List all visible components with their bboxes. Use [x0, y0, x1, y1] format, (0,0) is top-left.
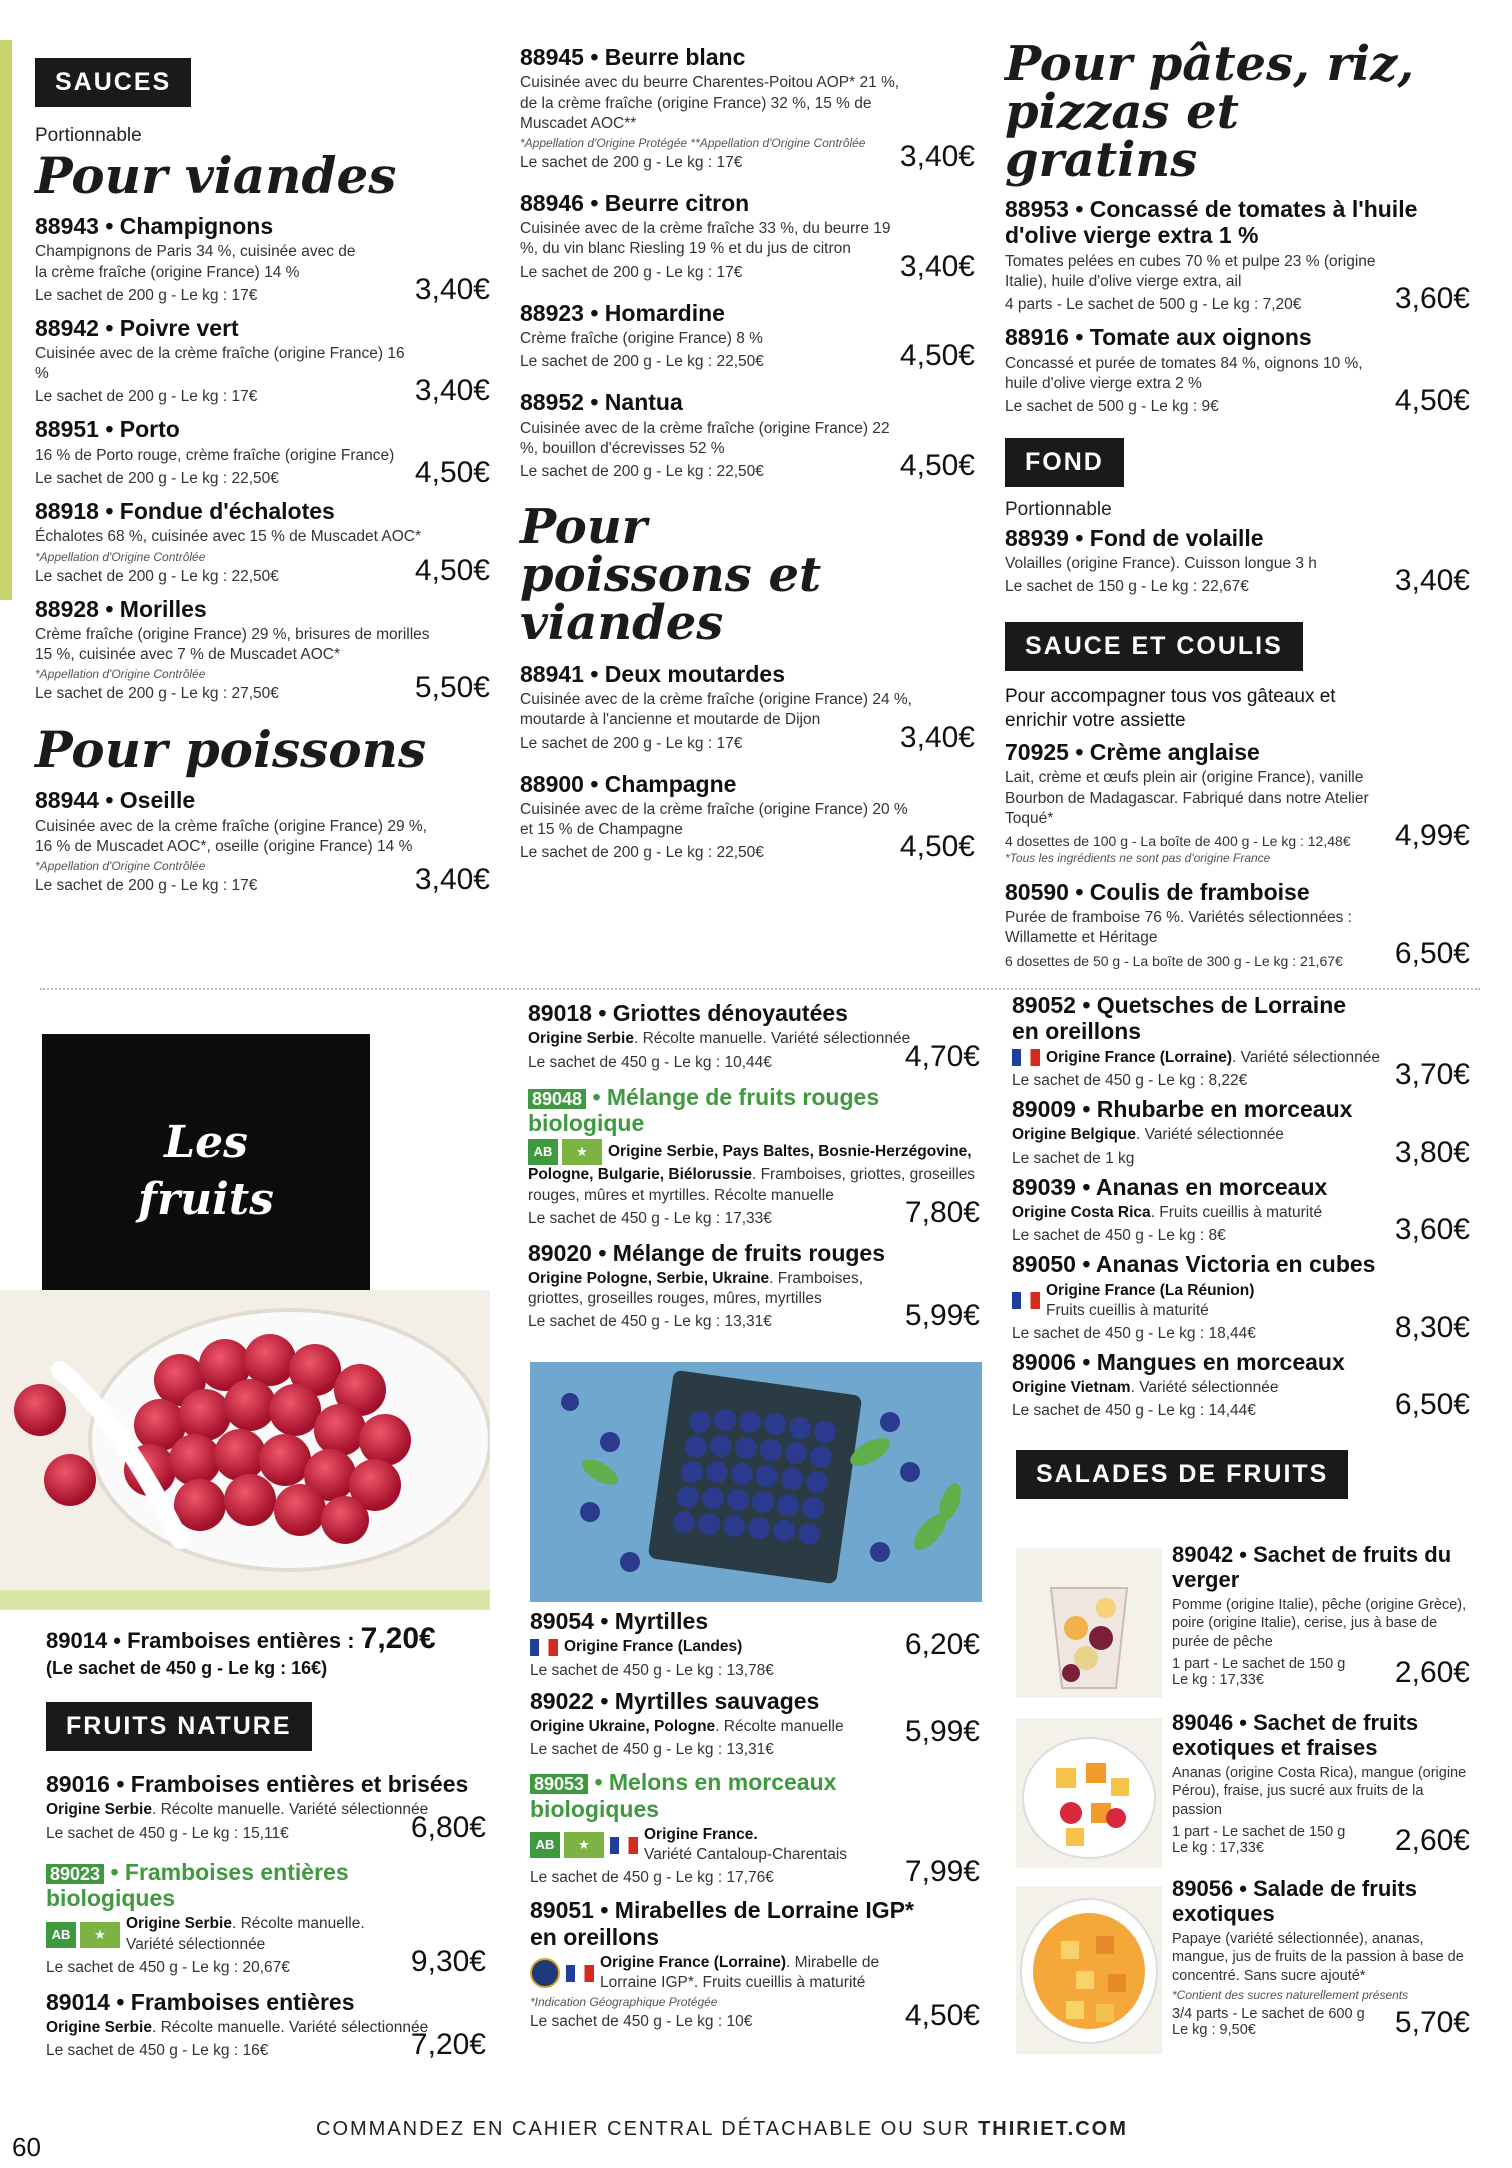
- footer-order-note: [316, 2118, 1128, 2141]
- french-flag-icon: [610, 1837, 638, 1854]
- product-griottes[interactable]: [528, 1000, 980, 1072]
- eu-bio-logo-icon: ★: [562, 1139, 602, 1165]
- product-note: *Appellation d'Origine Contrôlée: [35, 859, 206, 874]
- product-price: 5,99€: [904, 1299, 980, 1333]
- product-name: • Melons en morceaux biologiques: [530, 1769, 837, 1822]
- product-pack: Le sachet de 200 g - Le kg : 17€: [35, 877, 258, 895]
- product-price-per-kg: Le kg : 9,50€: [1172, 2022, 1256, 2039]
- column-fruits-middle-2: [530, 1608, 980, 2031]
- product-price: 4,50€: [899, 830, 975, 864]
- heading-pour-viandes: Pour viandes: [35, 146, 397, 205]
- product-pack: Le sachet de 450 g - Le kg : 10€: [530, 2013, 753, 2031]
- product-pack: Le sachet de 450 g - Le kg : 10,44€: [528, 1053, 772, 1071]
- product-pack: Le sachet de 200 g - Le kg : 22,50€: [520, 462, 764, 480]
- product-morilles[interactable]: [35, 596, 490, 704]
- product-price: 9,30€: [410, 1944, 486, 1978]
- product-origin: Origine Serbie, Pays Baltes, Bosnie-Herzégovine, Pologne, Bulgarie, Biélorussie: [528, 1143, 972, 1184]
- exotic-fruits-photo: [1016, 1718, 1162, 1868]
- product-price: 5,70€: [1394, 2006, 1470, 2040]
- product-price: 5,50€: [414, 671, 490, 705]
- french-flag-icon: [1012, 1049, 1040, 1066]
- product-name: 88943 • Champignons: [35, 213, 274, 239]
- column-sauces-right: [1005, 36, 1470, 970]
- ab-logo-icon: AB: [46, 1922, 76, 1948]
- product-pack: 1 part - Le sachet de 150 g: [1172, 1656, 1346, 1673]
- product-pack: Le sachet de 450 g - Le kg : 20,67€: [46, 1958, 290, 1976]
- product-price: 3,40€: [899, 249, 975, 283]
- product-name: 88916 • Tomate aux oignons: [1005, 324, 1312, 351]
- heading-pour-poissons: Pour poissons: [35, 720, 427, 780]
- product-framboises-bio[interactable]: [46, 1859, 486, 1977]
- raspberries-photo: [0, 1290, 490, 1610]
- product-verger[interactable]: [1172, 1542, 1470, 1688]
- column-sauces-middle: [520, 44, 975, 862]
- product-price: 3,60€: [1394, 1213, 1470, 1247]
- promo-framboises[interactable]: [46, 1622, 476, 1679]
- product-desc: . Récolte manuelle: [715, 1718, 844, 1736]
- page-number: 60: [12, 2132, 41, 2162]
- product-pack: Le sachet de 200 g - Le kg : 22,50€: [35, 470, 279, 488]
- product-desc: Cuisinée avec de la crème fraîche (origine France) 24 %, moutarde à l'ancienne et moutarde de Dijon: [520, 691, 912, 729]
- product-pack: Le sachet de 450 g - Le kg : 13,78€: [530, 1661, 774, 1679]
- product-name: 88918 • Fondue d'échalotes: [35, 498, 335, 525]
- product-price: 4,70€: [904, 1039, 980, 1073]
- product-code: 89053: [530, 1774, 588, 1794]
- product-desc: . Variété sélectionnée: [1232, 1048, 1380, 1066]
- product-desc: . Récolte manuelle. Variété sélectionnée: [151, 2019, 429, 2037]
- product-name: 89039 • Ananas en morceaux: [1012, 1173, 1328, 1200]
- product-framboises-entieres[interactable]: [46, 1989, 486, 2061]
- french-flag-icon: [566, 1965, 594, 1982]
- product-pack: Le sachet de 200 g - Le kg : 17€: [520, 734, 743, 752]
- product-price: 7,99€: [904, 1855, 980, 1889]
- product-pack: Le sachet de 450 g - Le kg : 17,33€: [528, 1209, 772, 1227]
- product-origin: Origine France.: [644, 1826, 758, 1844]
- product-name: 89020 • Mélange de fruits rouges: [528, 1239, 886, 1266]
- product-melange[interactable]: [528, 1240, 980, 1332]
- product-price-per-kg: Le kg : 17,33€: [1172, 1840, 1264, 1857]
- product-pack: Le sachet de 450 g - Le kg : 16€: [46, 2042, 269, 2060]
- product-desc: Cuisinée avec du beurre Charentes-Poitou AOP* 21 %, de la crème fraîche (origine France) 32 %, 15 % de Muscadet AOC**: [520, 74, 900, 132]
- product-origin: Origine Pologne, Serbie, Ukraine: [528, 1270, 770, 1288]
- product-name: 88942 • Poivre vert: [35, 314, 239, 341]
- product-price: 3,60€: [1394, 282, 1470, 316]
- product-desc: Volailles (origine France). Cuisson longue 3 h: [1005, 555, 1317, 573]
- product-name: 89051 • Mirabelles de Lorraine IGP* en oreillons: [530, 1897, 914, 1950]
- product-origin: Origine France (Lorraine): [1046, 1048, 1233, 1066]
- product-price: 3,40€: [414, 272, 490, 306]
- product-name: • Mélange de fruits rouges biologique: [528, 1083, 880, 1137]
- product-framboises-brisees[interactable]: [46, 1771, 486, 1843]
- product-desc: Concassé et purée de tomates 84 %, oignons 10 %, huile d'olive vierge extra 2 %: [1005, 354, 1363, 392]
- product-name: 88946 • Beurre citron: [520, 189, 750, 216]
- product-mangues[interactable]: [1012, 1349, 1470, 1421]
- les-fruits-title: Les fruits: [138, 1117, 274, 1226]
- product-desc: Tomates pelées en cubes 70 % et pulpe 23 % (origine Italie), huile d'olive vierge extra, ail: [1005, 252, 1376, 291]
- product-desc: Crème fraîche (origine France) 29 %, brisures de morilles 15 %, cuisinée avec 7 % de Muscadet AOC*: [35, 626, 430, 664]
- portionnable-label: Portionnable: [1005, 498, 1112, 520]
- product-desc: Ananas (origine Costa Rica), mangue (origine Pérou), fraise, jus sucré aux fruits de la passion: [1172, 1764, 1467, 1819]
- section-header-fruits-nature: FRUITS NATURE: [46, 1702, 312, 1751]
- product-tomate-oignons[interactable]: [1005, 324, 1470, 416]
- product-pack: Le sachet de 450 g - Le kg : 8€: [1012, 1227, 1226, 1245]
- heading-pour-pates: Pour pâtes, riz, pizzas et gratins: [1005, 36, 1415, 188]
- product-desc: Fruits cueillis à maturité: [1046, 1301, 1209, 1319]
- product-name: 89018 • Griottes dénoyautées: [528, 1000, 848, 1026]
- product-desc: Échalotes 68 %, cuisinée avec 15 % de Muscadet AOC*: [35, 528, 421, 546]
- section-header-coulis: SAUCE ET COULIS: [1005, 622, 1303, 671]
- les-fruits-panel: [42, 1034, 370, 1291]
- product-pack: Le sachet de 450 g - Le kg : 13,31€: [528, 1313, 772, 1331]
- product-name: 88923 • Homardine: [520, 299, 725, 326]
- product-melons-bio[interactable]: [530, 1769, 980, 1887]
- ab-logo-icon: AB: [528, 1139, 558, 1165]
- product-name: 89050 • Ananas Victoria en cubes: [1012, 1251, 1376, 1278]
- ab-logo-icon: AB: [530, 1832, 560, 1858]
- product-myrtilles-sauvages[interactable]: [530, 1688, 980, 1760]
- product-desc: Variété Cantaloup-Charentais: [644, 1846, 848, 1864]
- accent-strip: [0, 40, 12, 600]
- product-homardine[interactable]: [520, 300, 975, 372]
- product-pack: 3/4 parts - Le sachet de 600 g: [1172, 2006, 1365, 2023]
- section-header-sauces: SAUCES: [35, 58, 191, 107]
- product-desc: Lait, crème et œufs plein air (origine France), vanille Bourbon de Madagascar. Fabriqué dans notre Atelier Toqué*: [1005, 769, 1369, 827]
- product-pack: Le sachet de 200 g - Le kg : 22,50€: [520, 353, 764, 371]
- product-desc: . Variété sélectionnée: [1130, 1379, 1279, 1397]
- product-name: 89042 • Sachet de fruits du verger: [1172, 1542, 1452, 1593]
- product-name: 89016 • Framboises entières et brisées: [46, 1771, 469, 1797]
- product-beurre-citron[interactable]: [520, 190, 975, 282]
- french-flag-icon: [1012, 1292, 1040, 1309]
- product-pack: Le sachet de 200 g - Le kg : 17€: [520, 263, 743, 281]
- column-fruits-right: [1012, 992, 1470, 1499]
- product-desc: . Récolte manuelle. Variété sélectionnée: [633, 1030, 911, 1048]
- product-deux-moutardes[interactable]: [520, 661, 975, 753]
- product-name: 89054 • Myrtilles: [530, 1608, 709, 1634]
- product-price: 4,50€: [414, 553, 490, 587]
- product-echalotes[interactable]: [35, 498, 490, 586]
- product-exotiques-fraises[interactable]: [1172, 1710, 1470, 1856]
- product-name: 88953 • Concassé de tomates à l'huile d'olive vierge extra 1 %: [1005, 196, 1418, 249]
- product-origin: Origine Ukraine, Pologne: [530, 1718, 716, 1736]
- product-pack: 4 dosettes de 100 g - La boîte de 400 g - Le kg : 12,48€: [1005, 832, 1351, 849]
- product-desc: Cuisinée avec de la crème fraîche (origine France) 22 %, bouillon d'écrevisses 52 %: [520, 419, 890, 457]
- product-origin: Origine Belgique: [1012, 1126, 1137, 1144]
- product-price: 2,60€: [1394, 1656, 1470, 1690]
- product-concasse[interactable]: [1005, 196, 1470, 314]
- product-price: 3,40€: [414, 863, 490, 897]
- product-pack: Le sachet de 200 g - Le kg : 17€: [35, 388, 258, 406]
- product-creme-anglaise[interactable]: [1005, 739, 1470, 865]
- product-salade-exotique[interactable]: [1172, 1876, 1470, 2038]
- product-name: 88900 • Champagne: [520, 770, 737, 797]
- product-desc: . Variété sélectionnée: [1136, 1126, 1284, 1144]
- product-note: *Tous les ingrédients ne sont pas d'origine France: [1005, 850, 1271, 865]
- product-pack: 6 dosettes de 50 g - La boîte de 300 g - Le kg : 21,67€: [1005, 952, 1343, 969]
- product-rhubarbe[interactable]: [1012, 1096, 1470, 1168]
- product-desc: . Récolte manuelle. Variété sélectionnée: [126, 1915, 365, 1953]
- product-name: 89006 • Mangues en morceaux: [1012, 1348, 1345, 1375]
- product-pack: Le sachet de 450 g - Le kg : 14,44€: [1012, 1402, 1256, 1420]
- product-origin: Origine France (Lorraine): [600, 1954, 787, 1972]
- product-pack: Le sachet de 200 g - Le kg : 17€: [520, 153, 743, 171]
- product-name: 88941 • Deux moutardes: [520, 660, 786, 687]
- product-price: 3,40€: [1394, 564, 1470, 598]
- product-price: 8,30€: [1394, 1310, 1470, 1344]
- product-origin: Origine Serbie: [528, 1030, 634, 1048]
- product-price: 4,50€: [899, 339, 975, 373]
- product-note: *Appellation d'Origine Protégée **Appellation d'Origine Contrôlée: [520, 135, 866, 150]
- product-poivre-vert[interactable]: [35, 315, 490, 407]
- product-pack: Le sachet de 200 g - Le kg : 17€: [35, 286, 258, 304]
- heading-pour-poissons-viandes: Pour poissons et viandes: [520, 498, 822, 651]
- product-price: 6,80€: [410, 1810, 486, 1844]
- product-price: 3,80€: [1394, 1135, 1470, 1169]
- product-name: 89052 • Quetsches de Lorraine en oreillons: [1012, 992, 1347, 1045]
- product-desc: . Fruits cueillis à maturité: [1150, 1204, 1323, 1222]
- product-origin: Origine France (La Réunion): [1046, 1281, 1255, 1299]
- product-price: 6,50€: [1394, 1388, 1470, 1422]
- product-price: 5,99€: [904, 1715, 980, 1749]
- product-ananas[interactable]: [1012, 1174, 1470, 1246]
- section-header-fond: FOND: [1005, 438, 1124, 487]
- section-divider: [40, 988, 1480, 990]
- verger-fruits-photo: [1016, 1548, 1162, 1698]
- column-fruits-left: [46, 1702, 486, 2060]
- product-origin: Origine Vietnam: [1012, 1379, 1131, 1397]
- eu-bio-logo-icon: ★: [80, 1922, 120, 1948]
- product-melange-bio[interactable]: [528, 1084, 980, 1228]
- product-name: 88939 • Fond de volaille: [1005, 524, 1264, 551]
- product-name: 89046 • Sachet de fruits exotiques et fraises: [1172, 1710, 1419, 1761]
- product-desc: Papaye (variété sélectionnée), ananas, mangue, jus de fruits de la passion à base de concentré. Sans sucre ajouté*: [1172, 1930, 1464, 1985]
- product-note: *Appellation d'Origine Contrôlée: [35, 549, 206, 564]
- product-desc: Purée de framboise 76 %. Variétés sélectionnées : Willamette et Héritage: [1005, 909, 1352, 947]
- product-desc: . Framboises, griottes, groseilles rouges, mûres, myrtilles: [528, 1270, 864, 1308]
- product-quetsches[interactable]: [1012, 992, 1470, 1090]
- product-price: 6,50€: [1394, 936, 1470, 970]
- product-desc: Champignons de Paris 34 %, cuisinée avec de la crème fraîche (origine France) 14 %: [35, 243, 356, 281]
- product-desc: Cuisinée avec de la crème fraîche (origine France) 29 %, 16 % de Muscadet AOC*, oseille (origine France) 14 %: [35, 817, 427, 855]
- product-name: 88928 • Morilles: [35, 595, 207, 622]
- promo-line: 89014 • Framboises entières :: [46, 1628, 361, 1653]
- product-price: 4,50€: [414, 456, 490, 490]
- igp-seal-icon: [530, 1958, 560, 1988]
- product-myrtilles[interactable]: [530, 1608, 980, 1680]
- product-origin: Origine Costa Rica: [1012, 1204, 1151, 1222]
- product-pack: Le sachet de 200 g - Le kg : 22,50€: [520, 844, 764, 862]
- product-note: *Indication Géographique Protégée: [530, 1995, 718, 2010]
- product-pack: 1 part - Le sachet de 150 g: [1172, 1824, 1346, 1841]
- product-price: 3,40€: [899, 720, 975, 754]
- product-champignons[interactable]: [35, 213, 490, 305]
- product-price: 4,50€: [1394, 383, 1470, 417]
- product-price: 7,20€: [410, 2028, 486, 2062]
- product-name: 88945 • Beurre blanc: [520, 44, 746, 70]
- product-mirabelles[interactable]: [530, 1897, 980, 2031]
- product-price: 3,40€: [414, 374, 490, 408]
- product-name: 88951 • Porto: [35, 416, 180, 443]
- product-porto[interactable]: [35, 416, 490, 488]
- product-origin: Origine Serbie: [126, 1915, 232, 1933]
- product-price: 3,40€: [899, 139, 975, 173]
- product-name: • Framboises entières biologiques: [46, 1858, 349, 1912]
- footer-link[interactable]: THIRIET.COM: [978, 2118, 1128, 2140]
- product-pack: Le sachet de 200 g - Le kg : 22,50€: [35, 567, 279, 585]
- product-note: *Contient des sucres naturellement présents: [1172, 1988, 1409, 2003]
- product-oseille[interactable]: [35, 787, 490, 895]
- product-desc: . Mirabelle de Lorraine IGP*. Fruits cueillis à maturité: [600, 1954, 880, 1992]
- promo-price: 7,20€: [360, 1622, 436, 1655]
- product-desc: Crème fraîche (origine France) 8 %: [520, 330, 763, 348]
- product-name: 89056 • Salade de fruits exotiques: [1172, 1876, 1417, 1927]
- eu-bio-logo-icon: ★: [564, 1832, 604, 1858]
- product-name: 88944 • Oseille: [35, 787, 196, 814]
- coulis-intro: Pour accompagner tous vos gâteaux et enrichir votre assiette: [1005, 686, 1336, 732]
- product-price-per-kg: Le kg : 17,33€: [1172, 1672, 1264, 1689]
- french-flag-icon: [530, 1639, 558, 1656]
- portionnable-label: Portionnable: [35, 125, 142, 146]
- column-fruits-middle: [528, 1000, 980, 1331]
- product-desc: . Framboises, griottes, groseilles rouges, mûres et myrtilles. Récolte manuelle: [528, 1166, 976, 1204]
- product-price: 7,80€: [904, 1195, 980, 1229]
- product-pack: Le sachet de 450 g - Le kg : 15,11€: [46, 1824, 289, 1842]
- product-ananas-victoria[interactable]: [1012, 1251, 1470, 1343]
- product-pack: Le sachet de 450 g - Le kg : 17,76€: [530, 1869, 774, 1887]
- product-price: 4,50€: [904, 1999, 980, 2033]
- product-price: 4,50€: [899, 448, 975, 482]
- product-desc: . Récolte manuelle. Variété sélectionnée: [151, 1801, 429, 1819]
- product-desc: Pomme (origine Italie), pêche (origine Grèce), poire (origine Italie), cerise, jus à base de purée de pêche: [1172, 1596, 1467, 1651]
- product-pack: Le sachet de 500 g - Le kg : 9€: [1005, 397, 1219, 415]
- product-coulis-framboise[interactable]: [1005, 879, 1470, 969]
- fruit-salad-photo: [1016, 1886, 1162, 2054]
- blueberries-photo: [530, 1362, 982, 1602]
- product-name: 80590 • Coulis de framboise: [1005, 878, 1310, 905]
- product-price: 3,70€: [1394, 1058, 1470, 1092]
- product-price: 4,99€: [1394, 818, 1470, 852]
- product-name: 70925 • Crème anglaise: [1005, 738, 1260, 765]
- product-pack: Le sachet de 450 g - Le kg : 8,22€: [1012, 1072, 1248, 1090]
- column-sauces-left: [35, 58, 490, 895]
- product-pack: Le sachet de 450 g - Le kg : 18,44€: [1012, 1324, 1256, 1342]
- product-champagne[interactable]: [520, 771, 975, 863]
- product-code: 89023: [46, 1864, 104, 1884]
- section-header-salades: SALADES DE FRUITS: [1016, 1450, 1348, 1499]
- product-origin: Origine Serbie: [46, 1801, 152, 1819]
- product-price: 2,60€: [1394, 1824, 1470, 1858]
- product-nantua[interactable]: [520, 389, 975, 481]
- product-name: 89014 • Framboises entières: [46, 1988, 355, 2015]
- product-pack: Le sachet de 150 g - Le kg : 22,67€: [1005, 578, 1249, 596]
- product-note: *Appellation d'Origine Contrôlée: [35, 667, 206, 682]
- product-desc: Cuisinée avec de la crème fraîche (origine France) 20 % et 15 % de Champagne: [520, 801, 908, 839]
- product-code: 89048: [528, 1089, 586, 1109]
- product-pack: Le sachet de 200 g - Le kg : 27,50€: [35, 685, 279, 703]
- footer-text: COMMANDEZ EN CAHIER CENTRAL DÉTACHABLE OU SUR: [316, 2118, 979, 2140]
- product-price: 6,20€: [904, 1627, 980, 1661]
- product-origin: Origine France (Landes): [564, 1638, 743, 1656]
- product-name: 89009 • Rhubarbe en morceaux: [1012, 1096, 1353, 1123]
- promo-pack: (Le sachet de 450 g - Le kg : 16€): [46, 1658, 328, 1678]
- product-pack: Le sachet de 450 g - Le kg : 13,31€: [530, 1741, 774, 1759]
- product-pack: 4 parts - Le sachet de 500 g - Le kg : 7,20€: [1005, 296, 1302, 314]
- product-beurre-blanc[interactable]: [520, 44, 975, 172]
- product-name: 88952 • Nantua: [520, 389, 683, 416]
- product-pack: Le sachet de 1 kg: [1012, 1149, 1135, 1167]
- product-origin: Origine Serbie: [46, 2019, 152, 2037]
- product-desc: 16 % de Porto rouge, crème fraîche (origine France): [35, 446, 395, 464]
- product-desc: Cuisinée avec de la crème fraîche (origine France) 16 %: [35, 345, 405, 383]
- product-desc: Cuisinée avec de la crème fraîche 33 %, du beurre 19 %, du vin blanc Riesling 19 % et du jus de citron: [520, 220, 891, 258]
- product-fond-volaille[interactable]: [1005, 525, 1470, 597]
- product-name: 89022 • Myrtilles sauvages: [530, 1687, 820, 1714]
